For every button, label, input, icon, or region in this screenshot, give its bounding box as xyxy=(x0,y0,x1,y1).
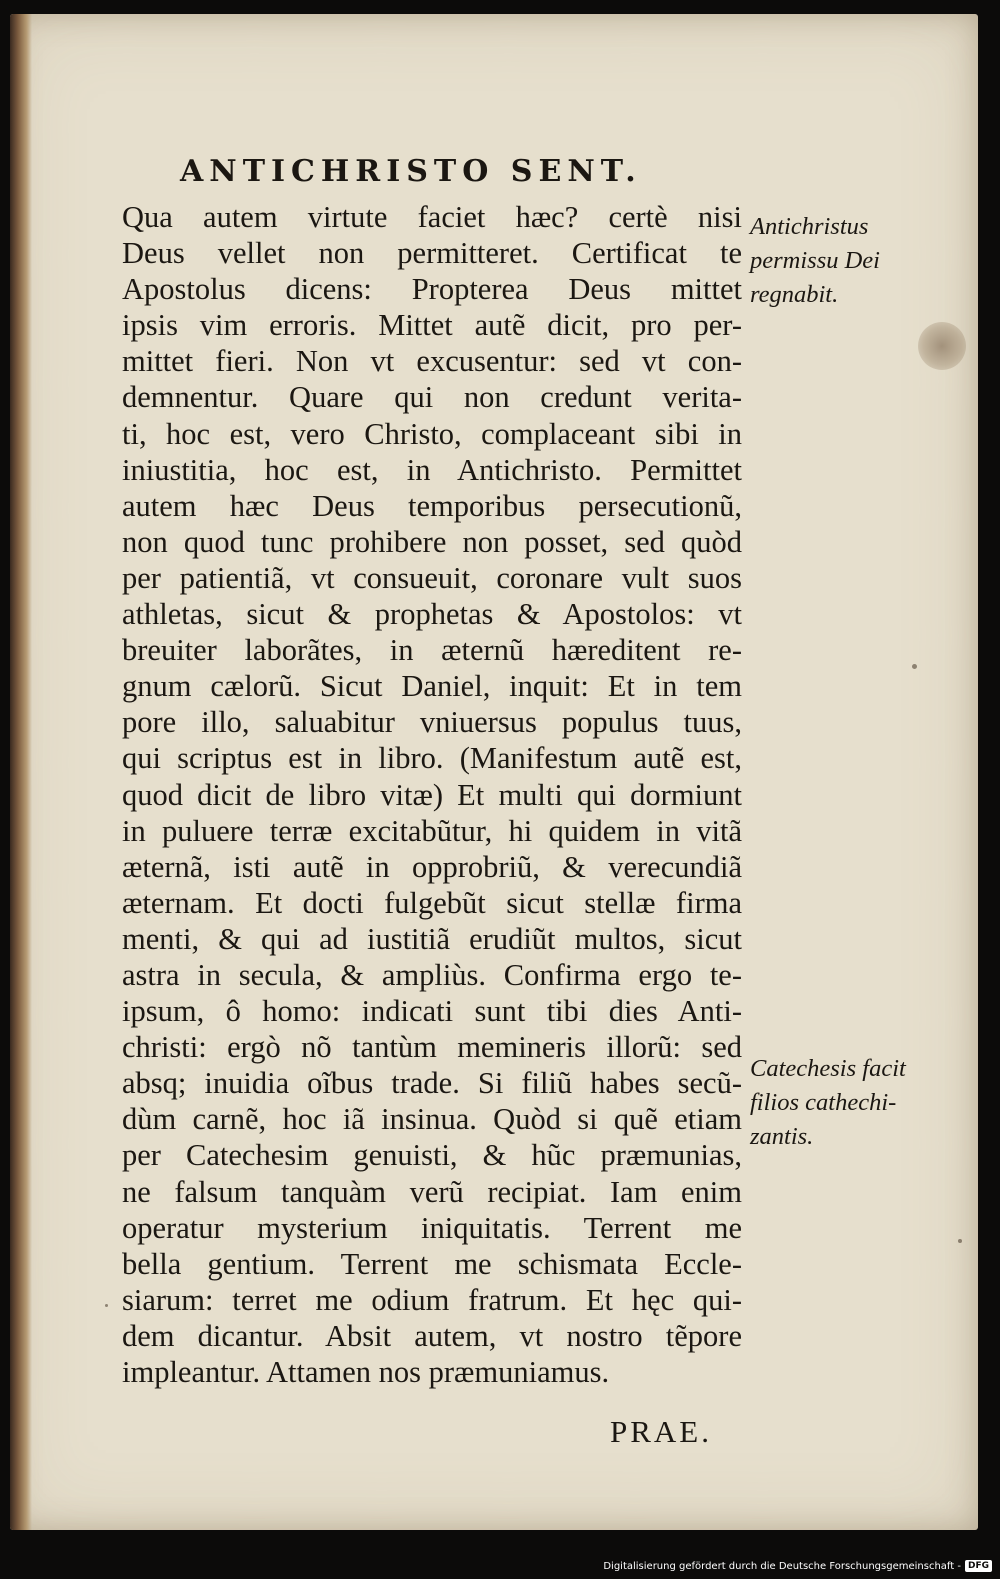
digitization-footer xyxy=(603,1556,992,1576)
text-line: ne falsum tanquàm verũ recipiat. Iam enim xyxy=(122,1174,742,1209)
running-head: ANTICHRISTO SENT. xyxy=(180,154,642,189)
paper-stain xyxy=(918,322,966,370)
marginal-note-line: Antichristus xyxy=(750,213,869,240)
text-line: per patientiã, vt consueuit, coronare vult suos xyxy=(122,560,742,595)
book-page xyxy=(10,14,978,1530)
text-line: dem dicantur. Absit autem, vt nostro tẽpore xyxy=(122,1318,742,1353)
text-line: demnentur. Quare qui non credunt verita- xyxy=(122,380,742,415)
text-line: Qua autem virtute faciet hæc? certè nisi xyxy=(122,200,742,234)
text-line: pore illo, saluabitur vniuersus populus tuus, xyxy=(122,705,742,740)
text-line: dùm carnẽ, hoc iã insinua. Quòd si quẽ etiam xyxy=(122,1102,742,1137)
page-gutter xyxy=(10,14,32,1530)
text-line: menti, & qui ad iustitiã erudiũt multos, sicut xyxy=(122,921,742,956)
text-line: quod dicit de libro vitæ) Et multi qui dormiunt xyxy=(122,777,742,812)
text-line: breuiter laborãtes, in æternũ hæreditent re- xyxy=(122,633,742,668)
text-line: Apostolus dicens: Propterea Deus mittet xyxy=(122,272,742,307)
marginal-note-line: Catechesis facit xyxy=(750,1055,906,1082)
marginal-note-antichristus xyxy=(750,210,950,312)
marginal-note-line: permissu Dei xyxy=(750,247,880,274)
text-line: non quod tunc prohibere non posset, sed quòd xyxy=(122,524,742,559)
text-line: astra in secula, & ampliùs. Confirma ergo te- xyxy=(122,957,742,992)
text-line: qui scriptus est in libro. (Manifestum autẽ est, xyxy=(122,741,742,776)
text-line: siarum: terret me odium fratrum. Et hęc qui- xyxy=(122,1282,742,1317)
marginal-note-catechesis xyxy=(750,1052,950,1154)
text-line: in puluere terræ excitabũtur, hi quidem in vitã xyxy=(122,813,742,848)
text-line: athletas, sicut & prophetas & Apostolos: vt xyxy=(122,597,742,632)
footer-text: Digitalisierung gefördert durch die Deutsche Forschungsgemeinschaft - xyxy=(603,1560,961,1572)
text-line: ipsis vim erroris. Mittet autẽ dicit, pro per- xyxy=(122,308,742,343)
paper-speck xyxy=(912,664,917,669)
dfg-logo: DFG xyxy=(965,1560,992,1572)
text-line: mittet fieri. Non vt excusentur: sed vt con- xyxy=(122,344,742,379)
body-text xyxy=(122,199,742,1390)
text-line: Deus vellet non permitteret. Certificat te xyxy=(122,236,742,271)
catchword: PRAE. xyxy=(610,1414,712,1449)
marginal-note-line: regnabit. xyxy=(750,281,839,308)
text-line: autem hæc Deus temporibus persecutionũ, xyxy=(122,488,742,523)
text-line: gnum cælorũ. Sicut Daniel, inquit: Et in tem xyxy=(122,669,742,704)
paper-speck xyxy=(105,1304,108,1307)
text-line: ipsum, ô homo: indicati sunt tibi dies Anti- xyxy=(122,994,742,1029)
text-line: æternã, isti autẽ in opprobriũ, & verecundiã xyxy=(122,849,742,884)
text-line: christi: ergò nõ tantùm memineris illorũ: sed xyxy=(122,1030,742,1065)
marginal-note-line: zantis. xyxy=(750,1123,814,1150)
text-line: absq; inuidia oĩbus trade. Si filiũ habes secũ- xyxy=(122,1066,742,1101)
text-line: per Catechesim genuisti, & hũc præmunias, xyxy=(122,1138,742,1173)
text-line: bella gentium. Terrent me schismata Eccle- xyxy=(122,1246,742,1281)
text-line: æternam. Et docti fulgebũt sicut stellæ firma xyxy=(122,885,742,920)
marginal-note-line: filios cathechi- xyxy=(750,1089,897,1116)
paper-speck xyxy=(958,1239,962,1243)
text-line: iniustitia, hoc est, in Antichristo. Permittet xyxy=(122,452,742,487)
text-line: operatur mysterium iniquitatis. Terrent me xyxy=(122,1210,742,1245)
text-line: impleantur. Attamen nos præmuniamus. xyxy=(122,1355,610,1389)
text-line: ti, hoc est, vero Christo, complaceant sibi in xyxy=(122,416,742,451)
